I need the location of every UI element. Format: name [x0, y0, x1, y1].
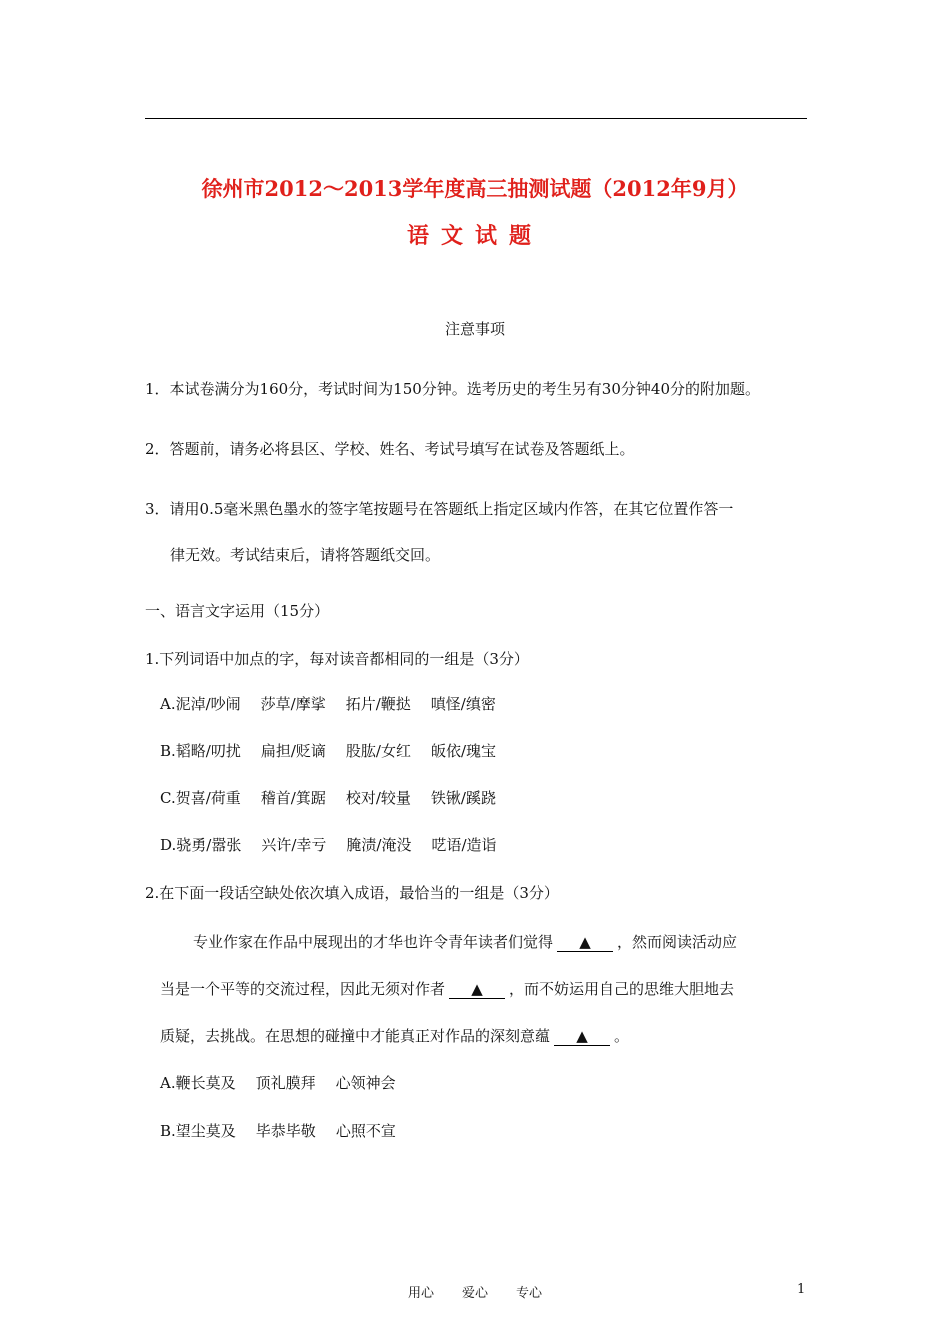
option-word: A.泥淖/吵闹 [160, 695, 241, 713]
footer-motto [0, 1282, 950, 1301]
blank-triangle: ▲ [449, 980, 505, 999]
option-word: A.鞭长莫及 [160, 1074, 236, 1092]
question-1-stem: 1.下列词语中加点的字，每对读音都相同的一组是（3分） [145, 650, 529, 668]
passage-text: 。 [614, 1027, 630, 1045]
option-word: 铁锹/蹊跷 [430, 789, 496, 807]
question-1-option-c [160, 787, 516, 809]
option-word: 股肱/女红 [345, 742, 411, 760]
footer-word: 专心 [516, 1286, 543, 1301]
option-word: 皈依/瑰宝 [430, 742, 497, 760]
blank-triangle: ▲ [557, 933, 613, 952]
question-2-option-a [160, 1072, 416, 1094]
blank-triangle: ▲ [554, 1027, 610, 1046]
passage-line-1 [193, 931, 737, 953]
notice-item-3: 3．请用0.5毫米黑色墨水的签字笔按题号在答题纸上指定区域内作答，在其它位置作答一 [145, 500, 734, 518]
notice-item-3-cont: 律无效。考试结束后，请将答题纸交回。 [170, 546, 441, 564]
page-number: 1 [797, 1282, 806, 1297]
option-word: B.望尘莫及 [160, 1122, 236, 1140]
passage-text: 当是一个平等的交流过程，因此无须对作者 [160, 980, 446, 998]
notice-item-2: 2．答题前，请务必将县区、学校、姓名、考试号填写在试卷及答题纸上。 [145, 440, 635, 458]
question-1-option-a [160, 693, 516, 715]
header-rule [145, 118, 807, 119]
option-word: 校对/较量 [345, 789, 411, 807]
notice-heading: 注意事项 [444, 320, 505, 338]
notice-item-1: 1．本试卷满分为160分，考试时间为150分钟。选考历史的考生另有30分钟40分的附加题。 [145, 380, 760, 398]
passage-text: 质疑，去挑战。在思想的碰撞中才能真正对作品的深刻意蕴 [160, 1027, 551, 1045]
option-word: 扁担/贬谪 [260, 742, 326, 760]
option-word: 心领神会 [335, 1074, 396, 1092]
footer-word: 爱心 [461, 1286, 488, 1301]
footer-word: 用心 [407, 1286, 434, 1301]
passage-line-3 [160, 1025, 629, 1047]
passage-text: ，然而阅读活动应 [617, 933, 738, 951]
option-word: 嗔怪/缜密 [430, 695, 496, 713]
subject-title: 语文试题 [406, 223, 543, 249]
section-heading: 一、语言文字运用（15分） [145, 602, 330, 620]
option-word: B.韬略/叨扰 [160, 742, 241, 760]
option-word: 拓片/鞭挞 [345, 695, 411, 713]
option-word: D.骁勇/嚣张 [160, 836, 242, 854]
option-word: 心照不宣 [335, 1122, 396, 1140]
option-word: 兴许/幸亏 [261, 836, 327, 854]
option-word: 呓语/造诣 [431, 836, 497, 854]
question-2-option-b [160, 1120, 416, 1142]
passage-text: 专业作家在作品中展现出的才华也许令青年读者们觉得 [193, 933, 554, 951]
option-word: 莎草/摩挲 [260, 695, 326, 713]
option-word: 稽首/箕踞 [260, 789, 326, 807]
question-1-option-d [160, 834, 517, 856]
option-word: 顶礼膜拜 [255, 1074, 316, 1092]
option-word: 毕恭毕敬 [255, 1122, 316, 1140]
passage-text: ，而不妨运用自己的思维大胆地去 [509, 980, 735, 998]
exam-title: 徐州市2012～2013学年度高三抽测试题（2012年9月） [201, 176, 749, 201]
option-word: 腌渍/淹没 [346, 836, 412, 854]
question-1-option-b [160, 740, 516, 762]
passage-line-2 [160, 978, 734, 1000]
option-word: C.贺喜/荷重 [160, 789, 241, 807]
question-2-stem: 2.在下面一段话空缺处依次填入成语，最恰当的一组是（3分） [145, 884, 559, 902]
